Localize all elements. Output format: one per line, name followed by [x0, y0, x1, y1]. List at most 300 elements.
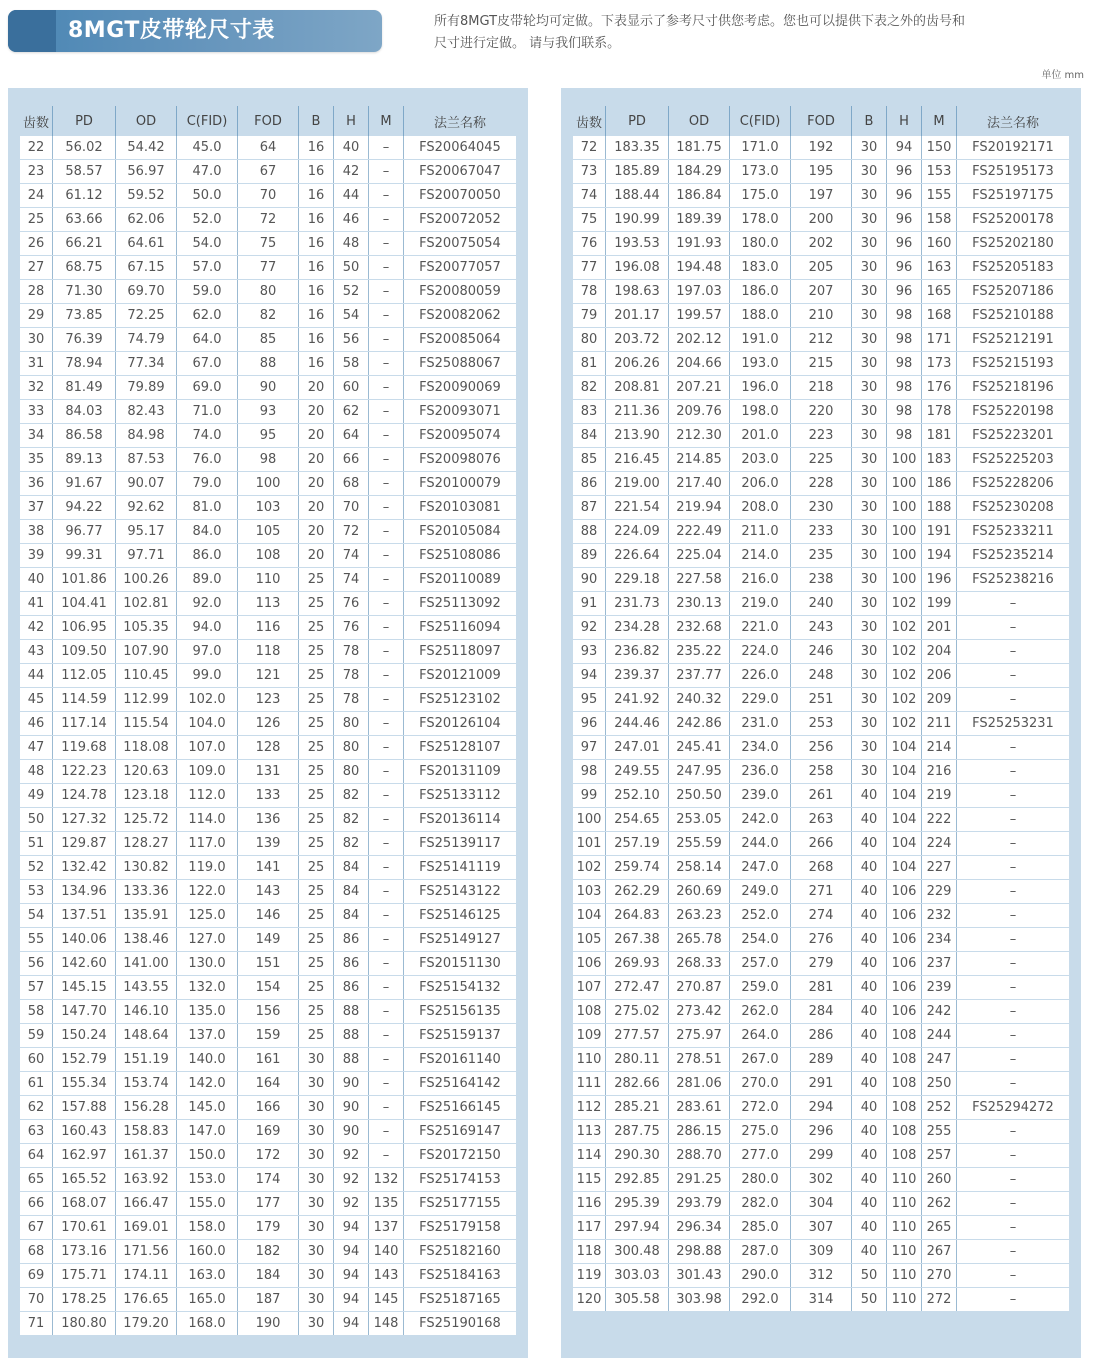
pd-cell: 114.59	[53, 688, 116, 712]
h-cell: 94	[334, 1216, 369, 1240]
h-cell: 68	[334, 472, 369, 496]
h-cell: 80	[334, 736, 369, 760]
cfid-cell: 94.0	[177, 616, 238, 640]
od-cell: 179.20	[116, 1312, 177, 1336]
pd-cell: 134.96	[53, 880, 116, 904]
h-cell: 106	[887, 928, 922, 952]
flange-name-cell: FS25238216	[957, 568, 1070, 592]
teeth-cell: 92	[573, 616, 606, 640]
h-cell: 94	[887, 136, 922, 160]
b-cell: 40	[852, 1216, 887, 1240]
flange-name-cell: FS20192171	[957, 136, 1070, 160]
m-cell: 232	[922, 904, 957, 928]
m-cell: 140	[369, 1240, 404, 1264]
cfid-cell: 147.0	[177, 1120, 238, 1144]
flange-name-cell: –	[957, 1120, 1070, 1144]
pd-cell: 290.30	[606, 1144, 669, 1168]
pd-cell: 208.81	[606, 376, 669, 400]
m-cell: –	[369, 1000, 404, 1024]
fod-cell: 93	[238, 400, 299, 424]
fod-cell: 64	[238, 136, 299, 160]
teeth-cell: 98	[573, 760, 606, 784]
fod-cell: 121	[238, 664, 299, 688]
fod-cell: 195	[791, 160, 852, 184]
table-row	[20, 976, 516, 1000]
cfid-cell: 249.0	[730, 880, 791, 904]
od-cell: 92.62	[116, 496, 177, 520]
teeth-cell: 67	[20, 1216, 53, 1240]
pd-cell: 84.03	[53, 400, 116, 424]
teeth-cell: 55	[20, 928, 53, 952]
teeth-cell: 83	[573, 400, 606, 424]
cfid-cell: 86.0	[177, 544, 238, 568]
m-cell: 196	[922, 568, 957, 592]
b-cell: 16	[299, 256, 334, 280]
m-cell: 272	[922, 1288, 957, 1312]
od-cell: 102.81	[116, 592, 177, 616]
h-cell: 64	[334, 424, 369, 448]
cfid-cell: 155.0	[177, 1192, 238, 1216]
table-row	[573, 640, 1069, 664]
cfid-cell: 259.0	[730, 976, 791, 1000]
table-row	[573, 352, 1069, 376]
fod-cell: 309	[791, 1240, 852, 1264]
table-row	[20, 784, 516, 808]
od-cell: 118.08	[116, 736, 177, 760]
cfid-cell: 99.0	[177, 664, 238, 688]
cfid-cell: 114.0	[177, 808, 238, 832]
flange-name-cell: FS20095074	[404, 424, 517, 448]
fod-cell: 304	[791, 1192, 852, 1216]
table-row	[20, 544, 516, 568]
flange-name-cell: FS25143122	[404, 880, 517, 904]
table-row	[20, 400, 516, 424]
m-cell: 148	[369, 1312, 404, 1336]
m-cell: –	[369, 1072, 404, 1096]
teeth-cell: 89	[573, 544, 606, 568]
flange-name-cell: FS20098076	[404, 448, 517, 472]
fod-cell: 274	[791, 904, 852, 928]
teeth-cell: 80	[573, 328, 606, 352]
fod-cell: 268	[791, 856, 852, 880]
h-cell: 102	[887, 664, 922, 688]
b-cell: 40	[852, 1072, 887, 1096]
cfid-cell: 224.0	[730, 640, 791, 664]
teeth-cell: 32	[20, 376, 53, 400]
b-cell: 25	[299, 904, 334, 928]
col-header-od: OD	[116, 106, 177, 136]
flange-name-cell: FS20126104	[404, 712, 517, 736]
m-cell: 132	[369, 1168, 404, 1192]
h-cell: 50	[334, 256, 369, 280]
pd-cell: 277.57	[606, 1024, 669, 1048]
cfid-cell: 252.0	[730, 904, 791, 928]
flange-name-cell: FS25202180	[957, 232, 1070, 256]
m-cell: 176	[922, 376, 957, 400]
h-cell: 74	[334, 568, 369, 592]
b-cell: 30	[852, 184, 887, 208]
od-cell: 112.99	[116, 688, 177, 712]
fod-cell: 116	[238, 616, 299, 640]
table-row	[20, 160, 516, 184]
b-cell: 40	[852, 904, 887, 928]
pd-cell: 224.09	[606, 520, 669, 544]
teeth-cell: 75	[573, 208, 606, 232]
table-row	[573, 1192, 1069, 1216]
col-header-pd: PD	[53, 106, 116, 136]
flange-name-cell: FS20072052	[404, 208, 517, 232]
h-cell: 42	[334, 160, 369, 184]
cfid-cell: 183.0	[730, 256, 791, 280]
od-cell: 270.87	[669, 976, 730, 1000]
cfid-cell: 102.0	[177, 688, 238, 712]
pd-cell: 155.34	[53, 1072, 116, 1096]
flange-name-cell: –	[957, 880, 1070, 904]
od-cell: 217.40	[669, 472, 730, 496]
cfid-cell: 135.0	[177, 1000, 238, 1024]
b-cell: 30	[852, 544, 887, 568]
cfid-cell: 45.0	[177, 136, 238, 160]
h-cell: 106	[887, 976, 922, 1000]
table-row	[20, 688, 516, 712]
m-cell: 194	[922, 544, 957, 568]
col-header-flange-name: 法兰名称	[404, 106, 517, 136]
flange-name-cell: –	[957, 640, 1070, 664]
flange-name-cell: –	[957, 688, 1070, 712]
table-row	[573, 1216, 1069, 1240]
col-header-b: B	[852, 106, 887, 136]
m-cell: –	[369, 280, 404, 304]
h-cell: 46	[334, 208, 369, 232]
m-cell: –	[369, 856, 404, 880]
pd-cell: 124.78	[53, 784, 116, 808]
h-cell: 102	[887, 712, 922, 736]
b-cell: 30	[852, 616, 887, 640]
fod-cell: 302	[791, 1168, 852, 1192]
od-cell: 212.30	[669, 424, 730, 448]
teeth-cell: 41	[20, 592, 53, 616]
h-cell: 58	[334, 352, 369, 376]
teeth-cell: 71	[20, 1312, 53, 1336]
h-cell: 90	[334, 1072, 369, 1096]
teeth-cell: 59	[20, 1024, 53, 1048]
fod-cell: 184	[238, 1264, 299, 1288]
pd-cell: 244.46	[606, 712, 669, 736]
pd-cell: 142.60	[53, 952, 116, 976]
cfid-cell: 242.0	[730, 808, 791, 832]
table-row	[20, 640, 516, 664]
pd-cell: 239.37	[606, 664, 669, 688]
od-cell: 82.43	[116, 400, 177, 424]
b-cell: 30	[852, 496, 887, 520]
b-cell: 40	[852, 928, 887, 952]
fod-cell: 190	[238, 1312, 299, 1336]
teeth-cell: 40	[20, 568, 53, 592]
pd-cell: 196.08	[606, 256, 669, 280]
od-cell: 107.90	[116, 640, 177, 664]
m-cell: –	[369, 1048, 404, 1072]
table-row	[573, 256, 1069, 280]
fod-cell: 279	[791, 952, 852, 976]
table-row	[573, 1120, 1069, 1144]
flange-name-cell: FS25182160	[404, 1240, 517, 1264]
m-cell: 183	[922, 448, 957, 472]
b-cell: 25	[299, 976, 334, 1000]
m-cell: 163	[922, 256, 957, 280]
col-header-fod: FOD	[791, 106, 852, 136]
b-cell: 25	[299, 688, 334, 712]
flange-name-cell: FS25108086	[404, 544, 517, 568]
od-cell: 74.79	[116, 328, 177, 352]
fod-cell: 103	[238, 496, 299, 520]
b-cell: 25	[299, 1000, 334, 1024]
teeth-cell: 82	[573, 376, 606, 400]
h-cell: 96	[887, 184, 922, 208]
pd-cell: 81.49	[53, 376, 116, 400]
od-cell: 291.25	[669, 1168, 730, 1192]
cfid-cell: 208.0	[730, 496, 791, 520]
teeth-cell: 74	[573, 184, 606, 208]
m-cell: 222	[922, 808, 957, 832]
teeth-cell: 87	[573, 496, 606, 520]
h-cell: 104	[887, 808, 922, 832]
od-cell: 278.51	[669, 1048, 730, 1072]
flange-name-cell: FS25207186	[957, 280, 1070, 304]
table-row	[20, 928, 516, 952]
teeth-cell: 94	[573, 664, 606, 688]
b-cell: 25	[299, 664, 334, 688]
od-cell: 125.72	[116, 808, 177, 832]
teeth-cell: 108	[573, 1000, 606, 1024]
table-row	[573, 448, 1069, 472]
teeth-cell: 42	[20, 616, 53, 640]
flange-name-cell: –	[957, 1240, 1070, 1264]
m-cell: –	[369, 808, 404, 832]
teeth-cell: 50	[20, 808, 53, 832]
fod-cell: 95	[238, 424, 299, 448]
fod-cell: 299	[791, 1144, 852, 1168]
table-row	[573, 1144, 1069, 1168]
pd-cell: 66.21	[53, 232, 116, 256]
teeth-cell: 48	[20, 760, 53, 784]
pd-cell: 104.41	[53, 592, 116, 616]
pd-cell: 94.22	[53, 496, 116, 520]
b-cell: 30	[852, 424, 887, 448]
fod-cell: 246	[791, 640, 852, 664]
pd-cell: 295.39	[606, 1192, 669, 1216]
cfid-cell: 214.0	[730, 544, 791, 568]
table-row	[573, 760, 1069, 784]
teeth-cell: 105	[573, 928, 606, 952]
od-cell: 247.95	[669, 760, 730, 784]
m-cell: 229	[922, 880, 957, 904]
cfid-cell: 125.0	[177, 904, 238, 928]
b-cell: 30	[852, 304, 887, 328]
cfid-cell: 193.0	[730, 352, 791, 376]
table-row	[20, 712, 516, 736]
table-row	[573, 1096, 1069, 1120]
m-cell: –	[369, 760, 404, 784]
m-cell: 267	[922, 1240, 957, 1264]
h-cell: 78	[334, 664, 369, 688]
teeth-cell: 101	[573, 832, 606, 856]
flange-name-cell: FS25177155	[404, 1192, 517, 1216]
b-cell: 25	[299, 760, 334, 784]
teeth-cell: 45	[20, 688, 53, 712]
table-row	[573, 1024, 1069, 1048]
fod-cell: 128	[238, 736, 299, 760]
pd-cell: 140.06	[53, 928, 116, 952]
m-cell: 260	[922, 1168, 957, 1192]
table-row	[573, 544, 1069, 568]
pd-cell: 241.92	[606, 688, 669, 712]
fod-cell: 172	[238, 1144, 299, 1168]
fod-cell: 253	[791, 712, 852, 736]
cfid-cell: 221.0	[730, 616, 791, 640]
table-row	[573, 424, 1069, 448]
pd-cell: 76.39	[53, 328, 116, 352]
od-cell: 225.04	[669, 544, 730, 568]
table-row	[573, 592, 1069, 616]
cfid-cell: 226.0	[730, 664, 791, 688]
od-cell: 303.98	[669, 1288, 730, 1312]
table-row	[20, 1072, 516, 1096]
fod-cell: 110	[238, 568, 299, 592]
h-cell: 96	[887, 160, 922, 184]
table-row	[573, 376, 1069, 400]
h-cell: 108	[887, 1024, 922, 1048]
od-cell: 64.61	[116, 232, 177, 256]
pd-cell: 112.05	[53, 664, 116, 688]
b-cell: 30	[852, 136, 887, 160]
fod-cell: 100	[238, 472, 299, 496]
b-cell: 16	[299, 136, 334, 160]
cfid-cell: 198.0	[730, 400, 791, 424]
cfid-cell: 277.0	[730, 1144, 791, 1168]
pd-cell: 122.23	[53, 760, 116, 784]
flange-name-cell: FS25149127	[404, 928, 517, 952]
h-cell: 94	[334, 1288, 369, 1312]
fod-cell: 85	[238, 328, 299, 352]
teeth-cell: 79	[573, 304, 606, 328]
flange-name-cell: –	[957, 1144, 1070, 1168]
flange-name-cell: FS20100079	[404, 472, 517, 496]
teeth-cell: 72	[573, 136, 606, 160]
fod-cell: 243	[791, 616, 852, 640]
m-cell: 252	[922, 1096, 957, 1120]
fod-cell: 212	[791, 328, 852, 352]
table-row	[573, 904, 1069, 928]
b-cell: 20	[299, 400, 334, 424]
cfid-cell: 132.0	[177, 976, 238, 1000]
cfid-cell: 158.0	[177, 1216, 238, 1240]
pd-cell: 229.18	[606, 568, 669, 592]
pd-cell: 287.75	[606, 1120, 669, 1144]
fod-cell: 72	[238, 208, 299, 232]
m-cell: –	[369, 496, 404, 520]
pd-cell: 285.21	[606, 1096, 669, 1120]
col-header-cfid: C(FID)	[177, 106, 238, 136]
flange-name-cell: –	[957, 1168, 1070, 1192]
b-cell: 30	[852, 400, 887, 424]
od-cell: 163.92	[116, 1168, 177, 1192]
pd-cell: 193.53	[606, 232, 669, 256]
h-cell: 98	[887, 376, 922, 400]
od-cell: 97.71	[116, 544, 177, 568]
fod-cell: 207	[791, 280, 852, 304]
h-cell: 78	[334, 640, 369, 664]
table-row	[20, 1000, 516, 1024]
od-cell: 194.48	[669, 256, 730, 280]
od-cell: 67.15	[116, 256, 177, 280]
m-cell: 242	[922, 1000, 957, 1024]
pd-cell: 145.15	[53, 976, 116, 1000]
b-cell: 50	[852, 1264, 887, 1288]
flange-name-cell: FS25184163	[404, 1264, 517, 1288]
flange-name-cell: FS25116094	[404, 616, 517, 640]
fod-cell: 263	[791, 808, 852, 832]
b-cell: 30	[852, 448, 887, 472]
m-cell: –	[369, 880, 404, 904]
flange-name-cell: FS25118097	[404, 640, 517, 664]
m-cell: 204	[922, 640, 957, 664]
teeth-cell: 103	[573, 880, 606, 904]
fod-cell: 149	[238, 928, 299, 952]
b-cell: 40	[852, 1048, 887, 1072]
cfid-cell: 122.0	[177, 880, 238, 904]
flange-name-cell: FS25235214	[957, 544, 1070, 568]
h-cell: 48	[334, 232, 369, 256]
flange-name-cell: FS25113092	[404, 592, 517, 616]
flange-name-cell: FS20131109	[404, 760, 517, 784]
pd-cell: 160.43	[53, 1120, 116, 1144]
cfid-cell: 290.0	[730, 1264, 791, 1288]
table-row	[573, 976, 1069, 1000]
fod-cell: 289	[791, 1048, 852, 1072]
od-cell: 202.12	[669, 328, 730, 352]
teeth-cell: 33	[20, 400, 53, 424]
teeth-cell: 37	[20, 496, 53, 520]
fod-cell: 131	[238, 760, 299, 784]
fod-cell: 230	[791, 496, 852, 520]
cfid-cell: 57.0	[177, 256, 238, 280]
od-cell: 158.83	[116, 1120, 177, 1144]
m-cell: –	[369, 1024, 404, 1048]
table-row	[573, 712, 1069, 736]
pd-cell: 63.66	[53, 208, 116, 232]
flange-name-cell: FS25218196	[957, 376, 1070, 400]
h-cell: 86	[334, 928, 369, 952]
table-row	[20, 1312, 516, 1336]
flange-name-cell: FS25294272	[957, 1096, 1070, 1120]
h-cell: 108	[887, 1072, 922, 1096]
fod-cell: 200	[791, 208, 852, 232]
b-cell: 25	[299, 928, 334, 952]
teeth-cell: 49	[20, 784, 53, 808]
b-cell: 16	[299, 208, 334, 232]
cfid-cell: 264.0	[730, 1024, 791, 1048]
b-cell: 25	[299, 616, 334, 640]
h-cell: 88	[334, 1000, 369, 1024]
b-cell: 30	[299, 1120, 334, 1144]
od-cell: 72.25	[116, 304, 177, 328]
pd-cell: 162.97	[53, 1144, 116, 1168]
b-cell: 16	[299, 328, 334, 352]
m-cell: –	[369, 616, 404, 640]
fod-cell: 225	[791, 448, 852, 472]
b-cell: 20	[299, 376, 334, 400]
od-cell: 296.34	[669, 1216, 730, 1240]
